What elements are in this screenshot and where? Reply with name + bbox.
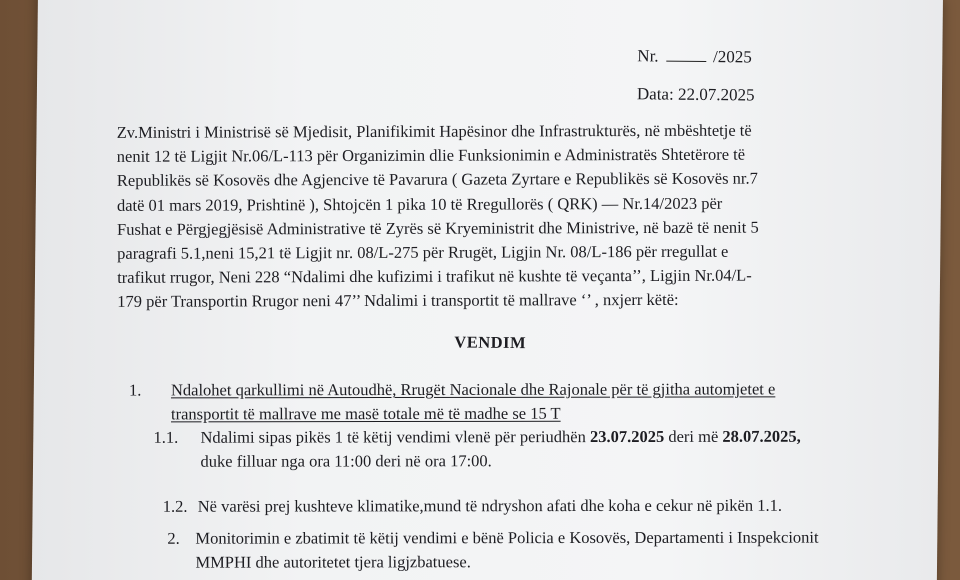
- document-date: [637, 84, 755, 105]
- item-number: 1.: [128, 380, 142, 400]
- date-label: Data:: [636, 84, 674, 104]
- decision-item-1: [128, 377, 821, 426]
- preamble-line: Zv.Ministri i Ministrisë së Mjedisit, Planifikimit Hapësinor dhe Infrastrukturës, në mbështetje të: [116, 120, 752, 142]
- document-page: [32, 0, 943, 580]
- item-text-line: MMPHI dhe autoritetet tjera ligjzbatuese.: [195, 552, 471, 572]
- preamble-line: Fushat e Përgjegjësisë Administrative të Zyrës së Kryeministrit dhe Ministrive, në bazë të nenit 5: [116, 217, 759, 239]
- item-text-line: transportit të mallrave me masë totale më të madhe se 15 T: [170, 403, 561, 424]
- document-number: [637, 46, 752, 67]
- decision-title: VENDIM: [454, 332, 527, 353]
- item-text: deri më: [664, 426, 723, 446]
- preamble-line: 179 për Transportin Rrugor neni 47’’ Ndalimi i transportit të mallrave ‘’ , nxjerr këtë:: [117, 290, 679, 312]
- item-text-line: [200, 425, 840, 450]
- item-number: 1.2.: [162, 496, 188, 516]
- period-end-date: 28.07.2025,: [722, 426, 801, 446]
- item-number: 2.: [167, 528, 180, 548]
- nr-suffix: /2025: [712, 47, 752, 67]
- nr-prefix: Nr.: [637, 46, 659, 66]
- item-text-line: Ndalohet qarkullimi në Autoudhë, Rrugët Nacionale dhe Rajonale për të gjitha automjetet e: [170, 379, 776, 400]
- preamble-line: Republikës së Kosovës dhe Agjencive të Pavarura ( Gazeta Zyrtare e Republikës së Kosovës nr.7: [116, 168, 758, 191]
- item-text-line: Monitorimin e zbatimit të këtij vendimi e bënë Policia e Kosovës, Departamenti i Inspekcionit: [195, 527, 819, 548]
- item-text: Ndalimi sipas pikës 1 të këtij vendimi vlenë për periudhën: [200, 427, 590, 447]
- preamble-paragraph: [117, 118, 853, 314]
- date-value: 22.07.2025: [677, 84, 755, 105]
- decision-item-2: [167, 525, 895, 574]
- preamble-line: paragrafi 5.1,neni 15,21 të Ligjit nr. 08/L-275 për Rrugët, Ligjin Nr. 08/L-186 për rregullat e: [117, 241, 729, 263]
- preamble-line: nenit 12 të Ligjit Nr.06/L-113 për Organizimin dlie Funksionimin e Administratës Shtetërore të: [116, 144, 746, 167]
- preamble-line: datë 01 mars 2019, Prishtinë ), Shtojcën 1 pika 10 të Rregullorës ( QRK) — Nr.14/2023 për: [116, 193, 723, 215]
- preamble-line: trafikut rrugor, Neni 228 “Ndalimi dhe kufizimi i trafikut në kushte të veçanta’’, Ligjin Nr.04/L-: [117, 265, 752, 288]
- item-text-line: Në varësi prej kushteve klimatike,mund të ndryshon afati dhe koha e cekur në pikën 1.1.: [197, 495, 782, 516]
- item-text-line: duke filluar nga ora 11:00 deri në ora 17:00.: [200, 451, 492, 471]
- item-number: 1.1.: [153, 427, 179, 447]
- period-start-date: 23.07.2025: [589, 426, 665, 447]
- nr-blank-line: [666, 61, 706, 62]
- decision-item-1-2: [162, 494, 838, 519]
- decision-item-1-1: [153, 425, 840, 474]
